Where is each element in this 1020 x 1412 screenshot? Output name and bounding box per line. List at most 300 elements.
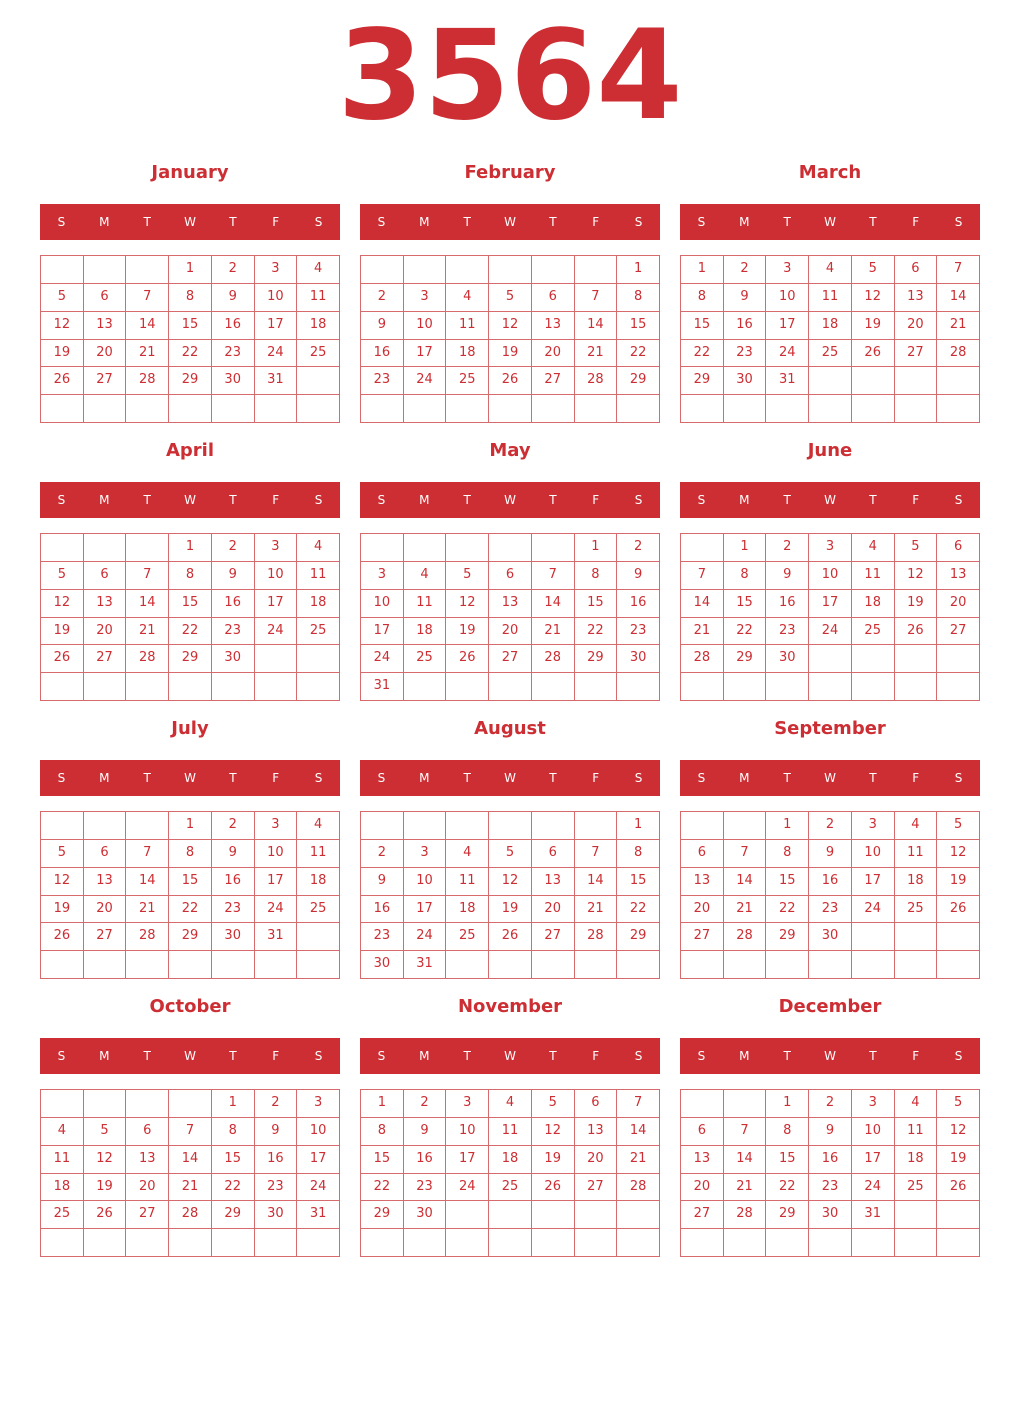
day-cell: 5 xyxy=(489,284,532,312)
day-cell xyxy=(126,1229,169,1257)
day-cell xyxy=(361,812,404,840)
day-cell: 16 xyxy=(809,868,852,896)
day-cell: 8 xyxy=(169,562,212,590)
day-cell: 14 xyxy=(724,868,767,896)
day-cell: 18 xyxy=(852,590,895,618)
day-cell: 21 xyxy=(126,618,169,646)
weekday-label: T xyxy=(549,1049,557,1063)
day-cell: 26 xyxy=(41,367,84,395)
day-cell: 22 xyxy=(575,618,618,646)
day-cell xyxy=(404,1229,447,1257)
weekday-label: S xyxy=(954,215,963,229)
day-cell: 10 xyxy=(404,868,447,896)
day-cell xyxy=(937,395,980,423)
day-cell: 27 xyxy=(489,645,532,673)
weekday-label: S xyxy=(954,1049,963,1063)
day-cell: 2 xyxy=(809,1090,852,1118)
weekday-label: T xyxy=(229,493,237,507)
day-cell: 17 xyxy=(446,1146,489,1174)
day-cell xyxy=(724,395,767,423)
weekday-label: W xyxy=(184,493,196,507)
day-cell: 22 xyxy=(617,896,660,924)
day-cell: 1 xyxy=(766,812,809,840)
day-cell: 30 xyxy=(404,1201,447,1229)
day-cell xyxy=(532,1229,575,1257)
day-cell: 25 xyxy=(297,618,340,646)
day-cell: 2 xyxy=(361,284,404,312)
day-cell: 17 xyxy=(404,896,447,924)
day-cell: 29 xyxy=(617,923,660,951)
day-cell xyxy=(532,256,575,284)
day-cell: 2 xyxy=(766,534,809,562)
day-cell: 2 xyxy=(212,534,255,562)
day-cell xyxy=(724,951,767,979)
day-cell: 30 xyxy=(809,923,852,951)
day-cell: 1 xyxy=(766,1090,809,1118)
day-cell: 26 xyxy=(489,923,532,951)
day-cell: 20 xyxy=(489,618,532,646)
month-name: January xyxy=(151,162,229,183)
day-cell: 9 xyxy=(617,562,660,590)
day-cell xyxy=(212,1229,255,1257)
day-cell: 14 xyxy=(617,1118,660,1146)
day-cell: 1 xyxy=(724,534,767,562)
weekday-label: W xyxy=(824,1049,836,1063)
day-cell: 11 xyxy=(489,1118,532,1146)
day-cell: 27 xyxy=(895,340,938,368)
weekday-label: S xyxy=(377,771,386,785)
day-cell: 21 xyxy=(575,896,618,924)
weekday-header xyxy=(360,204,660,240)
day-cell: 20 xyxy=(575,1146,618,1174)
day-cell xyxy=(41,1090,84,1118)
day-cell xyxy=(766,951,809,979)
day-cell: 19 xyxy=(41,340,84,368)
day-cell: 1 xyxy=(617,812,660,840)
day-cell xyxy=(361,395,404,423)
day-cell: 2 xyxy=(361,840,404,868)
weekday-label: F xyxy=(912,493,920,507)
day-cell: 11 xyxy=(297,840,340,868)
weekday-label: M xyxy=(739,771,750,785)
day-cell: 25 xyxy=(297,896,340,924)
weekday-label: S xyxy=(314,771,323,785)
day-cell: 10 xyxy=(297,1118,340,1146)
day-grid xyxy=(40,1089,340,1257)
day-cell: 12 xyxy=(895,562,938,590)
weekday-header xyxy=(40,204,340,240)
day-cell: 28 xyxy=(126,645,169,673)
day-cell: 23 xyxy=(212,340,255,368)
day-grid xyxy=(360,1089,660,1257)
month-name: February xyxy=(464,162,556,183)
weekday-label: S xyxy=(57,493,66,507)
day-cell: 18 xyxy=(895,868,938,896)
weekday-label: T xyxy=(229,1049,237,1063)
day-cell: 21 xyxy=(681,618,724,646)
day-cell: 31 xyxy=(404,951,447,979)
day-grid xyxy=(680,255,980,423)
day-cell: 4 xyxy=(446,284,489,312)
day-cell xyxy=(446,1201,489,1229)
day-cell: 13 xyxy=(84,868,127,896)
weekday-label: S xyxy=(634,215,643,229)
day-cell: 17 xyxy=(255,590,298,618)
day-cell: 28 xyxy=(724,1201,767,1229)
day-cell xyxy=(532,1201,575,1229)
day-cell: 20 xyxy=(532,340,575,368)
day-cell: 1 xyxy=(575,534,618,562)
day-cell: 22 xyxy=(169,618,212,646)
day-cell xyxy=(84,1229,127,1257)
weekday-label: T xyxy=(143,1049,151,1063)
weekday-label: S xyxy=(314,215,323,229)
day-cell: 24 xyxy=(361,645,404,673)
day-cell xyxy=(681,395,724,423)
day-cell: 27 xyxy=(126,1201,169,1229)
day-cell: 3 xyxy=(255,534,298,562)
day-cell: 12 xyxy=(84,1146,127,1174)
day-cell: 15 xyxy=(766,1146,809,1174)
day-cell: 10 xyxy=(852,1118,895,1146)
day-cell xyxy=(937,1201,980,1229)
day-cell: 20 xyxy=(84,340,127,368)
day-cell: 18 xyxy=(41,1174,84,1202)
day-cell: 19 xyxy=(937,868,980,896)
day-cell xyxy=(937,673,980,701)
day-cell: 4 xyxy=(809,256,852,284)
day-cell: 21 xyxy=(126,340,169,368)
day-cell: 28 xyxy=(532,645,575,673)
day-cell xyxy=(41,812,84,840)
day-cell xyxy=(681,951,724,979)
weekday-header xyxy=(40,1038,340,1074)
weekday-label: F xyxy=(592,771,600,785)
day-cell: 13 xyxy=(575,1118,618,1146)
month-name: October xyxy=(149,996,231,1017)
day-cell: 21 xyxy=(532,618,575,646)
day-cell: 24 xyxy=(852,1174,895,1202)
weekday-label: W xyxy=(824,215,836,229)
day-cell: 1 xyxy=(169,256,212,284)
day-cell: 26 xyxy=(937,896,980,924)
day-cell: 14 xyxy=(126,868,169,896)
day-cell: 7 xyxy=(617,1090,660,1118)
day-cell: 2 xyxy=(255,1090,298,1118)
day-cell: 4 xyxy=(895,1090,938,1118)
day-cell: 6 xyxy=(126,1118,169,1146)
day-cell: 10 xyxy=(255,284,298,312)
day-cell: 7 xyxy=(169,1118,212,1146)
weekday-label: T xyxy=(549,215,557,229)
day-cell: 1 xyxy=(169,534,212,562)
day-cell: 6 xyxy=(681,1118,724,1146)
day-cell xyxy=(446,395,489,423)
day-cell xyxy=(446,951,489,979)
day-cell: 9 xyxy=(809,840,852,868)
weekday-label: S xyxy=(377,215,386,229)
day-cell xyxy=(575,673,618,701)
day-cell xyxy=(852,673,895,701)
day-cell: 15 xyxy=(724,590,767,618)
day-cell: 10 xyxy=(852,840,895,868)
day-cell xyxy=(126,256,169,284)
day-cell: 5 xyxy=(937,812,980,840)
day-cell xyxy=(852,1229,895,1257)
weekday-label: W xyxy=(504,1049,516,1063)
day-cell: 7 xyxy=(126,840,169,868)
day-cell: 5 xyxy=(937,1090,980,1118)
day-cell xyxy=(361,1229,404,1257)
day-cell xyxy=(489,1229,532,1257)
day-grid xyxy=(40,255,340,423)
day-cell: 30 xyxy=(766,645,809,673)
weekday-label: S xyxy=(57,771,66,785)
day-cell xyxy=(297,673,340,701)
day-cell: 2 xyxy=(617,534,660,562)
day-cell xyxy=(361,256,404,284)
day-cell: 18 xyxy=(446,340,489,368)
day-cell: 8 xyxy=(724,562,767,590)
day-cell: 6 xyxy=(489,562,532,590)
day-cell xyxy=(169,395,212,423)
day-cell xyxy=(575,1229,618,1257)
day-cell: 21 xyxy=(724,896,767,924)
day-cell: 31 xyxy=(361,673,404,701)
day-cell xyxy=(532,534,575,562)
day-cell: 5 xyxy=(489,840,532,868)
day-cell: 15 xyxy=(575,590,618,618)
day-cell: 1 xyxy=(212,1090,255,1118)
day-cell: 23 xyxy=(766,618,809,646)
day-cell: 20 xyxy=(84,618,127,646)
day-cell xyxy=(724,1229,767,1257)
day-cell xyxy=(404,812,447,840)
weekday-label: T xyxy=(143,493,151,507)
day-cell: 25 xyxy=(809,340,852,368)
day-cell: 24 xyxy=(446,1174,489,1202)
day-cell: 31 xyxy=(255,923,298,951)
day-cell: 12 xyxy=(41,590,84,618)
day-cell: 16 xyxy=(724,312,767,340)
day-cell: 23 xyxy=(361,367,404,395)
day-cell: 22 xyxy=(212,1174,255,1202)
day-cell: 9 xyxy=(766,562,809,590)
weekday-label: S xyxy=(57,215,66,229)
day-cell: 23 xyxy=(404,1174,447,1202)
day-cell: 18 xyxy=(297,868,340,896)
day-cell xyxy=(575,1201,618,1229)
day-cell xyxy=(489,534,532,562)
day-cell: 11 xyxy=(446,868,489,896)
day-cell: 24 xyxy=(404,367,447,395)
day-cell xyxy=(489,395,532,423)
weekday-label: M xyxy=(739,1049,750,1063)
weekday-label: F xyxy=(912,771,920,785)
day-cell xyxy=(937,367,980,395)
day-cell: 29 xyxy=(724,645,767,673)
day-cell: 15 xyxy=(212,1146,255,1174)
day-cell xyxy=(809,951,852,979)
day-cell: 18 xyxy=(404,618,447,646)
weekday-label: T xyxy=(143,215,151,229)
day-cell xyxy=(532,951,575,979)
day-grid xyxy=(40,811,340,979)
day-cell: 23 xyxy=(361,923,404,951)
weekday-label: W xyxy=(504,493,516,507)
day-cell: 8 xyxy=(617,284,660,312)
day-cell xyxy=(766,395,809,423)
day-cell: 18 xyxy=(809,312,852,340)
day-cell xyxy=(852,645,895,673)
day-cell: 15 xyxy=(766,868,809,896)
day-cell: 28 xyxy=(681,645,724,673)
day-cell: 20 xyxy=(681,1174,724,1202)
day-cell xyxy=(404,256,447,284)
day-cell: 28 xyxy=(617,1174,660,1202)
day-cell: 6 xyxy=(84,284,127,312)
day-cell xyxy=(895,395,938,423)
day-cell: 4 xyxy=(852,534,895,562)
weekday-label: F xyxy=(912,1049,920,1063)
day-cell xyxy=(895,1229,938,1257)
day-cell: 12 xyxy=(489,868,532,896)
weekday-label: F xyxy=(272,215,280,229)
day-cell: 29 xyxy=(212,1201,255,1229)
weekday-label: M xyxy=(739,215,750,229)
day-cell xyxy=(255,673,298,701)
day-cell: 15 xyxy=(169,590,212,618)
day-cell xyxy=(809,645,852,673)
day-cell: 30 xyxy=(212,367,255,395)
day-cell: 10 xyxy=(404,312,447,340)
weekday-label: W xyxy=(824,771,836,785)
weekday-header xyxy=(680,482,980,518)
day-cell: 2 xyxy=(809,812,852,840)
day-cell: 20 xyxy=(681,896,724,924)
weekday-label: M xyxy=(99,771,110,785)
day-cell xyxy=(446,1229,489,1257)
day-cell: 21 xyxy=(937,312,980,340)
day-cell: 19 xyxy=(446,618,489,646)
weekday-label: W xyxy=(184,1049,196,1063)
day-cell: 27 xyxy=(532,923,575,951)
day-cell: 9 xyxy=(212,562,255,590)
day-cell: 16 xyxy=(617,590,660,618)
day-cell: 14 xyxy=(126,590,169,618)
day-cell: 19 xyxy=(489,340,532,368)
day-cell xyxy=(617,951,660,979)
day-cell: 19 xyxy=(852,312,895,340)
day-cell: 6 xyxy=(532,840,575,868)
month-name: May xyxy=(489,440,531,461)
day-cell xyxy=(255,1229,298,1257)
day-cell xyxy=(937,923,980,951)
day-cell: 28 xyxy=(126,367,169,395)
weekday-label: S xyxy=(954,771,963,785)
day-cell: 23 xyxy=(212,618,255,646)
day-cell: 20 xyxy=(895,312,938,340)
day-cell: 11 xyxy=(446,312,489,340)
day-cell: 7 xyxy=(532,562,575,590)
day-cell: 15 xyxy=(617,868,660,896)
weekday-label: T xyxy=(463,1049,471,1063)
day-cell: 18 xyxy=(895,1146,938,1174)
day-cell: 24 xyxy=(809,618,852,646)
day-cell xyxy=(809,367,852,395)
day-cell: 24 xyxy=(297,1174,340,1202)
day-cell: 9 xyxy=(255,1118,298,1146)
day-cell: 2 xyxy=(724,256,767,284)
weekday-label: T xyxy=(783,771,791,785)
day-cell xyxy=(446,534,489,562)
day-cell: 22 xyxy=(766,896,809,924)
day-cell: 8 xyxy=(766,1118,809,1146)
day-cell: 11 xyxy=(404,590,447,618)
weekday-label: T xyxy=(463,215,471,229)
day-cell: 26 xyxy=(446,645,489,673)
day-cell xyxy=(297,367,340,395)
day-cell: 25 xyxy=(404,645,447,673)
day-cell: 1 xyxy=(169,812,212,840)
day-cell: 22 xyxy=(766,1174,809,1202)
weekday-label: T xyxy=(549,493,557,507)
day-cell: 3 xyxy=(809,534,852,562)
day-cell: 8 xyxy=(169,840,212,868)
day-cell xyxy=(575,812,618,840)
weekday-header xyxy=(360,1038,660,1074)
day-cell: 29 xyxy=(169,645,212,673)
day-cell xyxy=(255,395,298,423)
day-cell xyxy=(852,395,895,423)
weekday-label: S xyxy=(314,493,323,507)
day-cell: 27 xyxy=(681,923,724,951)
day-cell: 5 xyxy=(84,1118,127,1146)
day-cell xyxy=(126,673,169,701)
day-cell: 2 xyxy=(212,812,255,840)
day-cell xyxy=(617,395,660,423)
day-cell: 6 xyxy=(84,562,127,590)
day-cell xyxy=(681,534,724,562)
day-cell: 6 xyxy=(895,256,938,284)
day-cell: 22 xyxy=(361,1174,404,1202)
day-cell: 30 xyxy=(212,645,255,673)
weekday-label: T xyxy=(229,771,237,785)
day-cell: 26 xyxy=(41,645,84,673)
day-cell xyxy=(575,395,618,423)
day-cell xyxy=(297,645,340,673)
weekday-label: M xyxy=(419,493,430,507)
day-cell: 3 xyxy=(297,1090,340,1118)
day-cell: 27 xyxy=(84,923,127,951)
day-cell: 12 xyxy=(489,312,532,340)
day-cell: 26 xyxy=(852,340,895,368)
day-cell: 22 xyxy=(681,340,724,368)
day-cell xyxy=(937,645,980,673)
day-cell: 26 xyxy=(84,1201,127,1229)
weekday-label: S xyxy=(314,1049,323,1063)
day-cell xyxy=(126,951,169,979)
day-cell: 3 xyxy=(255,256,298,284)
day-cell xyxy=(404,673,447,701)
day-cell: 30 xyxy=(255,1201,298,1229)
weekday-header xyxy=(40,760,340,796)
day-cell: 31 xyxy=(766,367,809,395)
day-cell: 12 xyxy=(532,1118,575,1146)
day-cell: 5 xyxy=(852,256,895,284)
day-cell: 9 xyxy=(809,1118,852,1146)
day-cell: 9 xyxy=(361,312,404,340)
